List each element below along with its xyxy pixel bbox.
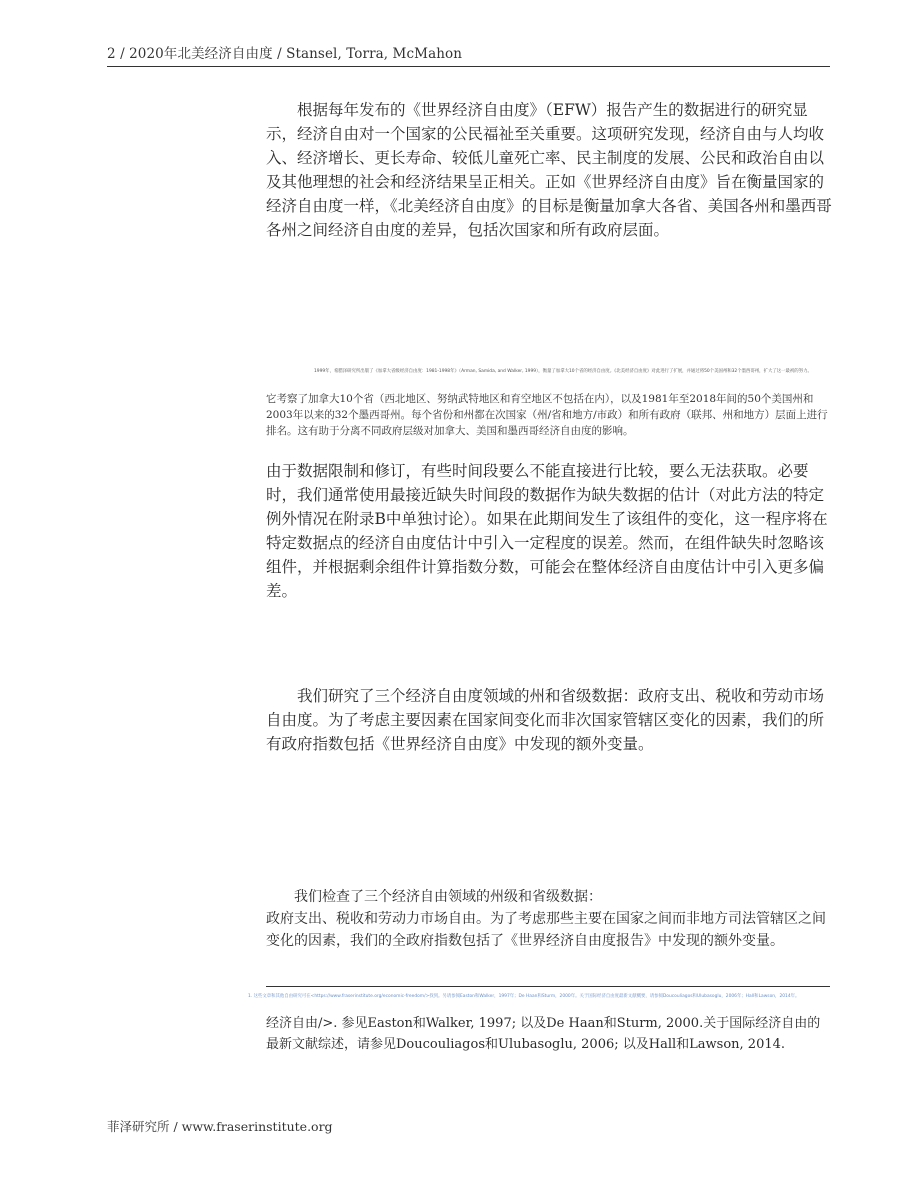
paragraph-areas-alt-line1: 我们检查了三个经济自由领域的州级和省级数据：	[294, 889, 602, 905]
footnote-text: 经济自由/>. 参见Easton和Walker, 1997; 以及De Haan和Sturm, 2000.关于国际经济自由的最新文献综述，请参见Doucouliagos和Ulubasoglu, 2006; 以及Hall和Lawson, 2014.	[266, 1016, 821, 1052]
paragraph-areas: 我们研究了三个经济自由度领域的州和省级数据：政府支出、税收和劳动市场自由度。为了考虑主要因素在国家间变化而非次国家管辖区变化的因素，我们的所有政府指数包括《世界经济自由度》中发现的额外变量。	[266, 687, 825, 753]
footnote-rule	[266, 986, 830, 987]
paragraph-data-limits: 由于数据限制和修订，有些时间段要么不能直接进行比较，要么无法获取。必要时，我们通常使用最接近缺失时间段的数据作为缺失数据的估计（对此方法的特定例外情况在附录B中单独讨论）。如果在此期间发生了该组件的变化，这一程序将在特定数据点的经济自由度估计中引入一定程度的误差。然而，在组件缺失时忽略该组件，并根据剩余组件计算指数分数，可能会在整体经济自由度估计中引入更多偏差。	[266, 462, 828, 600]
header-rule	[107, 66, 830, 67]
paragraph-areas-alt	[266, 886, 832, 952]
paragraph-intro: 根据每年发布的《世界经济自由度》（EFW）报告产生的数据进行的研究显示，经济自由对一个国家的公民福祉至关重要。这项研究发现，经济自由与人均收入、经济增长、更长寿命、较低儿童死亡率、民主制度的发展、公民和政治自由以及其他理想的社会和经济结果呈正相关。正如《世界经济自由度》旨在衡量国家的经济自由度一样，《北美经济自由度》的目标是衡量加拿大各省、美国各州和墨西哥各州之间经济自由度的差异，包括次国家和所有政府层面。	[266, 101, 832, 239]
running-head: 2 / 2020年北美经济自由度 / Stansel, Torra, McMahon	[107, 46, 463, 62]
footnote-tiny-link: 1. 这些文章和其他自由研究可在<https://www.fraserinstitute.org/economic-freedom/>找到。另请参阅Easton和Walker，1997年；De Haan和Sturm，2000年。关于国际经济自由度最新文献概要，请参阅Doucouliagos和Ulubasoglu，2006年；Hall和Lawson，2014年。	[248, 994, 800, 999]
tiny-note: 1999年，希腊泽研究所出版了《加拿大省级经济自由度：1981-1998年》（Arman, Samida, and Walker, 1999），衡量了加拿大10个省的经济自由度。《北美经济自由度》对此进行了扩展，并通过将50个美国州和32个墨西哥州，扩大了这一最初的努力。	[314, 369, 812, 374]
page-footer: 菲泽研究所 / www.fraserinstitute.org	[107, 1119, 333, 1134]
paragraph-coverage: 它考察了加拿大10个省（西北地区、努纳武特地区和育空地区不包括在内），以及1981年至2018年间的50个美国州和2003年以来的32个墨西哥州。每个省份和州都在次国家（州/省和地方/市政）和所有政府（联邦、州和地方）层面上进行排名。这有助于分离不同政府层级对加拿大、美国和墨西哥经济自由度的影响。	[266, 393, 828, 437]
paragraph-areas-alt-rest: 政府支出、税收和劳动力市场自由。为了考虑那些主要在国家之间而非地方司法管辖区之间变化的因素，我们的全政府指数包括了《世界经济自由度报告》中发现的额外变量。	[266, 911, 826, 949]
